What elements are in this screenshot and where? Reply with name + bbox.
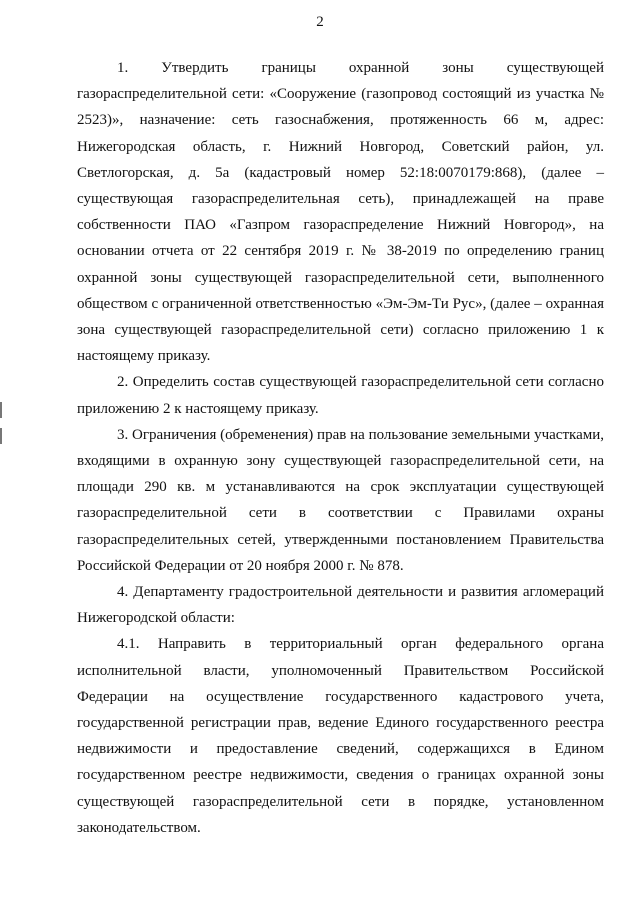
left-margin-mark [0,428,2,444]
page-number: 2 [316,14,324,30]
paragraph-1: 1. Утвердить границы охранной зоны существующей газораспределительной сети: «Сооружение (газопровод состоящий из участка № 2523)», назначение: сеть газоснабжения, протяженность 66 м, адрес: Нижегородская область, г. Нижний Новгород, Советский район, ул. Светлогорская, д. 5а (кадастровый номер 52:18:0070179:868), (далее – существующая газораспределительная сеть), принадлежащей на праве собственности ПАО «Газпром газораспределение Нижний Новгород», на основании отчета от 22 сентября 2019 г. № 38-2019 по определению границ охранной зоны существующей газораспределительной сети, выполненного обществом с ограниченной ответственностью «Эм-Эм-Ти Рус», (далее – охранная зона существующей газораспределительной сети) согласно приложению 1 к настоящему приказу. [77,60,604,365]
paragraph-2: 2. Определить состав существующей газораспределительной сети согласно приложению 2 к настоящему приказу. [77,374,604,417]
paragraph-3: 3. Ограничения (обременения) прав на пользование земельными участками, входящими в охранную зону существующей газораспределительной сети, на площади 290 кв. м устанавливаются на срок эксплуатации существующей газораспределительной сети в соответствии с Правилами охраны газораспределительных сетей, утвержденными постановлением Правительства Российской Федерации от 20 ноября 2000 г. № 878. [77,426,604,574]
paragraph-4-1: 4.1. Направить в территориальный орган федерального органа исполнительной власти, уполномоченный Правительством Российской Федерации на осуществление государственного кадастрового учета, государственной регистрации прав, ведение Единого государственного реестра недвижимости и предоставление сведений, содержащихся в Едином государственном реестре недвижимости, сведения о границах охранной зоны существующей газораспределительной сети в порядке, установленном законодательством. [77,636,604,836]
document-body [77,55,604,841]
paragraph-4: 4. Департаменту градостроительной деятельности и развития агломераций Нижегородской области: [77,584,604,627]
left-margin-mark [0,402,2,418]
